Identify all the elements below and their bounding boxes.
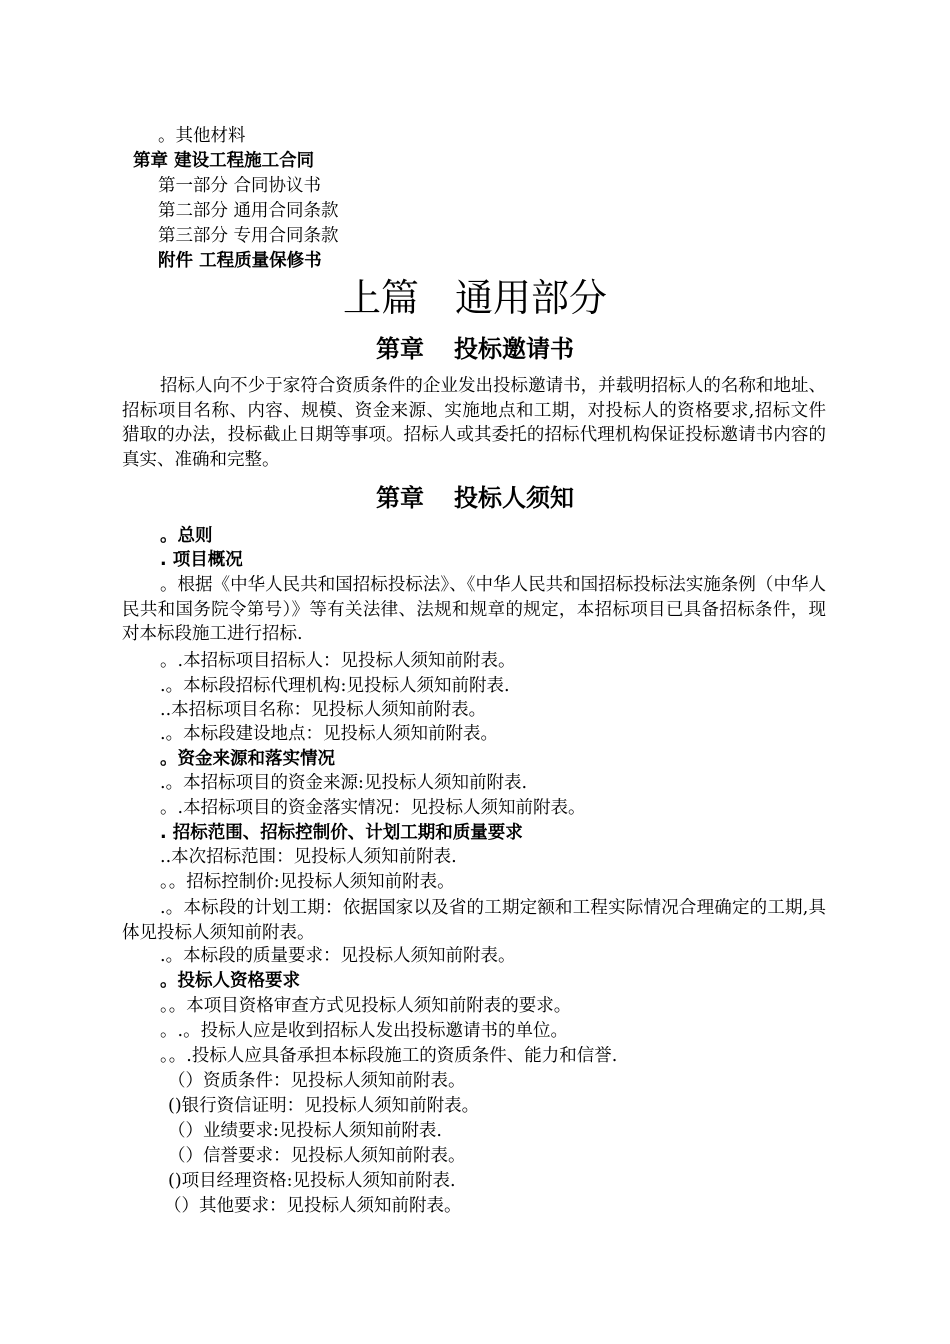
toc-chapter-contract: 第章 建设工程施工合同 <box>133 151 315 171</box>
chapter-heading-invitation-left: 第章 <box>376 335 424 363</box>
toc-other-materials: 。其他材料 <box>158 126 246 146</box>
requirement-item: （）业绩要求:见投标人须知前附表. <box>168 1121 442 1141</box>
item-control-price: 。。招标控制价:见投标人须知前附表。 <box>160 872 455 892</box>
requirement-item: ()项目经理资格:见投标人须知前附表. <box>168 1171 456 1191</box>
requirement-item: （）信誉要求：见投标人须知前附表。 <box>168 1146 466 1166</box>
chapter-heading-instructions <box>0 483 950 513</box>
section-overview: . 项目概况 <box>160 550 243 570</box>
part-title-left: 上篇 <box>342 276 419 320</box>
chapter-heading-invitation <box>0 334 950 364</box>
requirement-item: （）其他要求：见投标人须知前附表。 <box>164 1196 462 1216</box>
item-funding-status: 。.本招标项目的资金落实情况：见投标人须知前附表。 <box>160 798 586 818</box>
item-location: .。本标段建设地点：见投标人须知前附表。 <box>160 724 499 744</box>
invitation-paragraph: 招标人向不少于家符合资质条件的企业发出投标邀请书，并载明招标人的名称和地址、招标项目名称、内容、规模、资金来源、实施地点和工期，对投标人的资格要求,招标文件猎取的办法，投标截止日期等事项。招标人或其委托的招标代理机构保证投标邀请书内容的真实、准确和完整。 <box>122 376 826 470</box>
item-invited-unit: 。.。投标人应是收到招标人发出投标邀请书的单位。 <box>160 1021 569 1041</box>
item-agency: .。本标段招标代理机构:见投标人须知前附表. <box>160 676 510 696</box>
requirement-item: （）资质条件：见投标人须知前附表。 <box>168 1071 466 1091</box>
section-funding: 。资金来源和落实情况 <box>160 749 335 769</box>
basis-paragraph: 。根据《中华人民共和国招标投标法》、《中华人民共和国招标投标法实施条例（中华人民共和国务院令第号）》等有关法律、法规和规章的规定，本招标项目已具备招标条件，现对本标段施工进行招标. <box>122 575 826 644</box>
toc-annex: 附件 工程质量保修书 <box>158 251 322 271</box>
item-review-method: 。。本项目资格审查方式见投标人须知前附表的要求。 <box>160 996 572 1016</box>
part-title <box>0 276 950 320</box>
item-funding-source: .。本招标项目的资金来源:见投标人须知前附表. <box>160 773 528 793</box>
toc-part-3: 第三部分 专用合同条款 <box>158 226 339 246</box>
schedule-paragraph: .。本标段的计划工期：依据国家以及省的工期定额和工程实际情况合理确定的工期,具体见投标人须知前附表。 <box>122 898 826 943</box>
section-qualification: 。投标人资格要求 <box>160 971 300 991</box>
item-project-name: ..本招标项目名称：见投标人须知前附表。 <box>160 700 487 720</box>
toc-part-2: 第二部分 通用合同条款 <box>158 201 339 221</box>
section-general: 。总则 <box>160 526 213 546</box>
item-tenderer: 。.本招标项目招标人：见投标人须知前附表。 <box>160 651 516 671</box>
chapter-heading-instructions-right: 投标人须知 <box>454 484 574 512</box>
item-capability: 。。.投标人应具备承担本标段施工的资质条件、能力和信誉. <box>160 1046 618 1066</box>
section-scope: . 招标范围、招标控制价、计划工期和质量要求 <box>160 823 523 843</box>
requirement-item: ()银行资信证明：见投标人须知前附表。 <box>168 1096 480 1116</box>
chapter-heading-invitation-right: 投标邀请书 <box>454 335 574 363</box>
part-title-right: 通用部分 <box>455 276 608 320</box>
chapter-heading-instructions-left: 第章 <box>376 484 424 512</box>
item-scope: ..本次招标范围：见投标人须知前附表. <box>160 847 457 867</box>
item-quality: .。本标段的质量要求：见投标人须知前附表。 <box>160 946 516 966</box>
toc-part-1: 第一部分 合同协议书 <box>158 176 322 196</box>
